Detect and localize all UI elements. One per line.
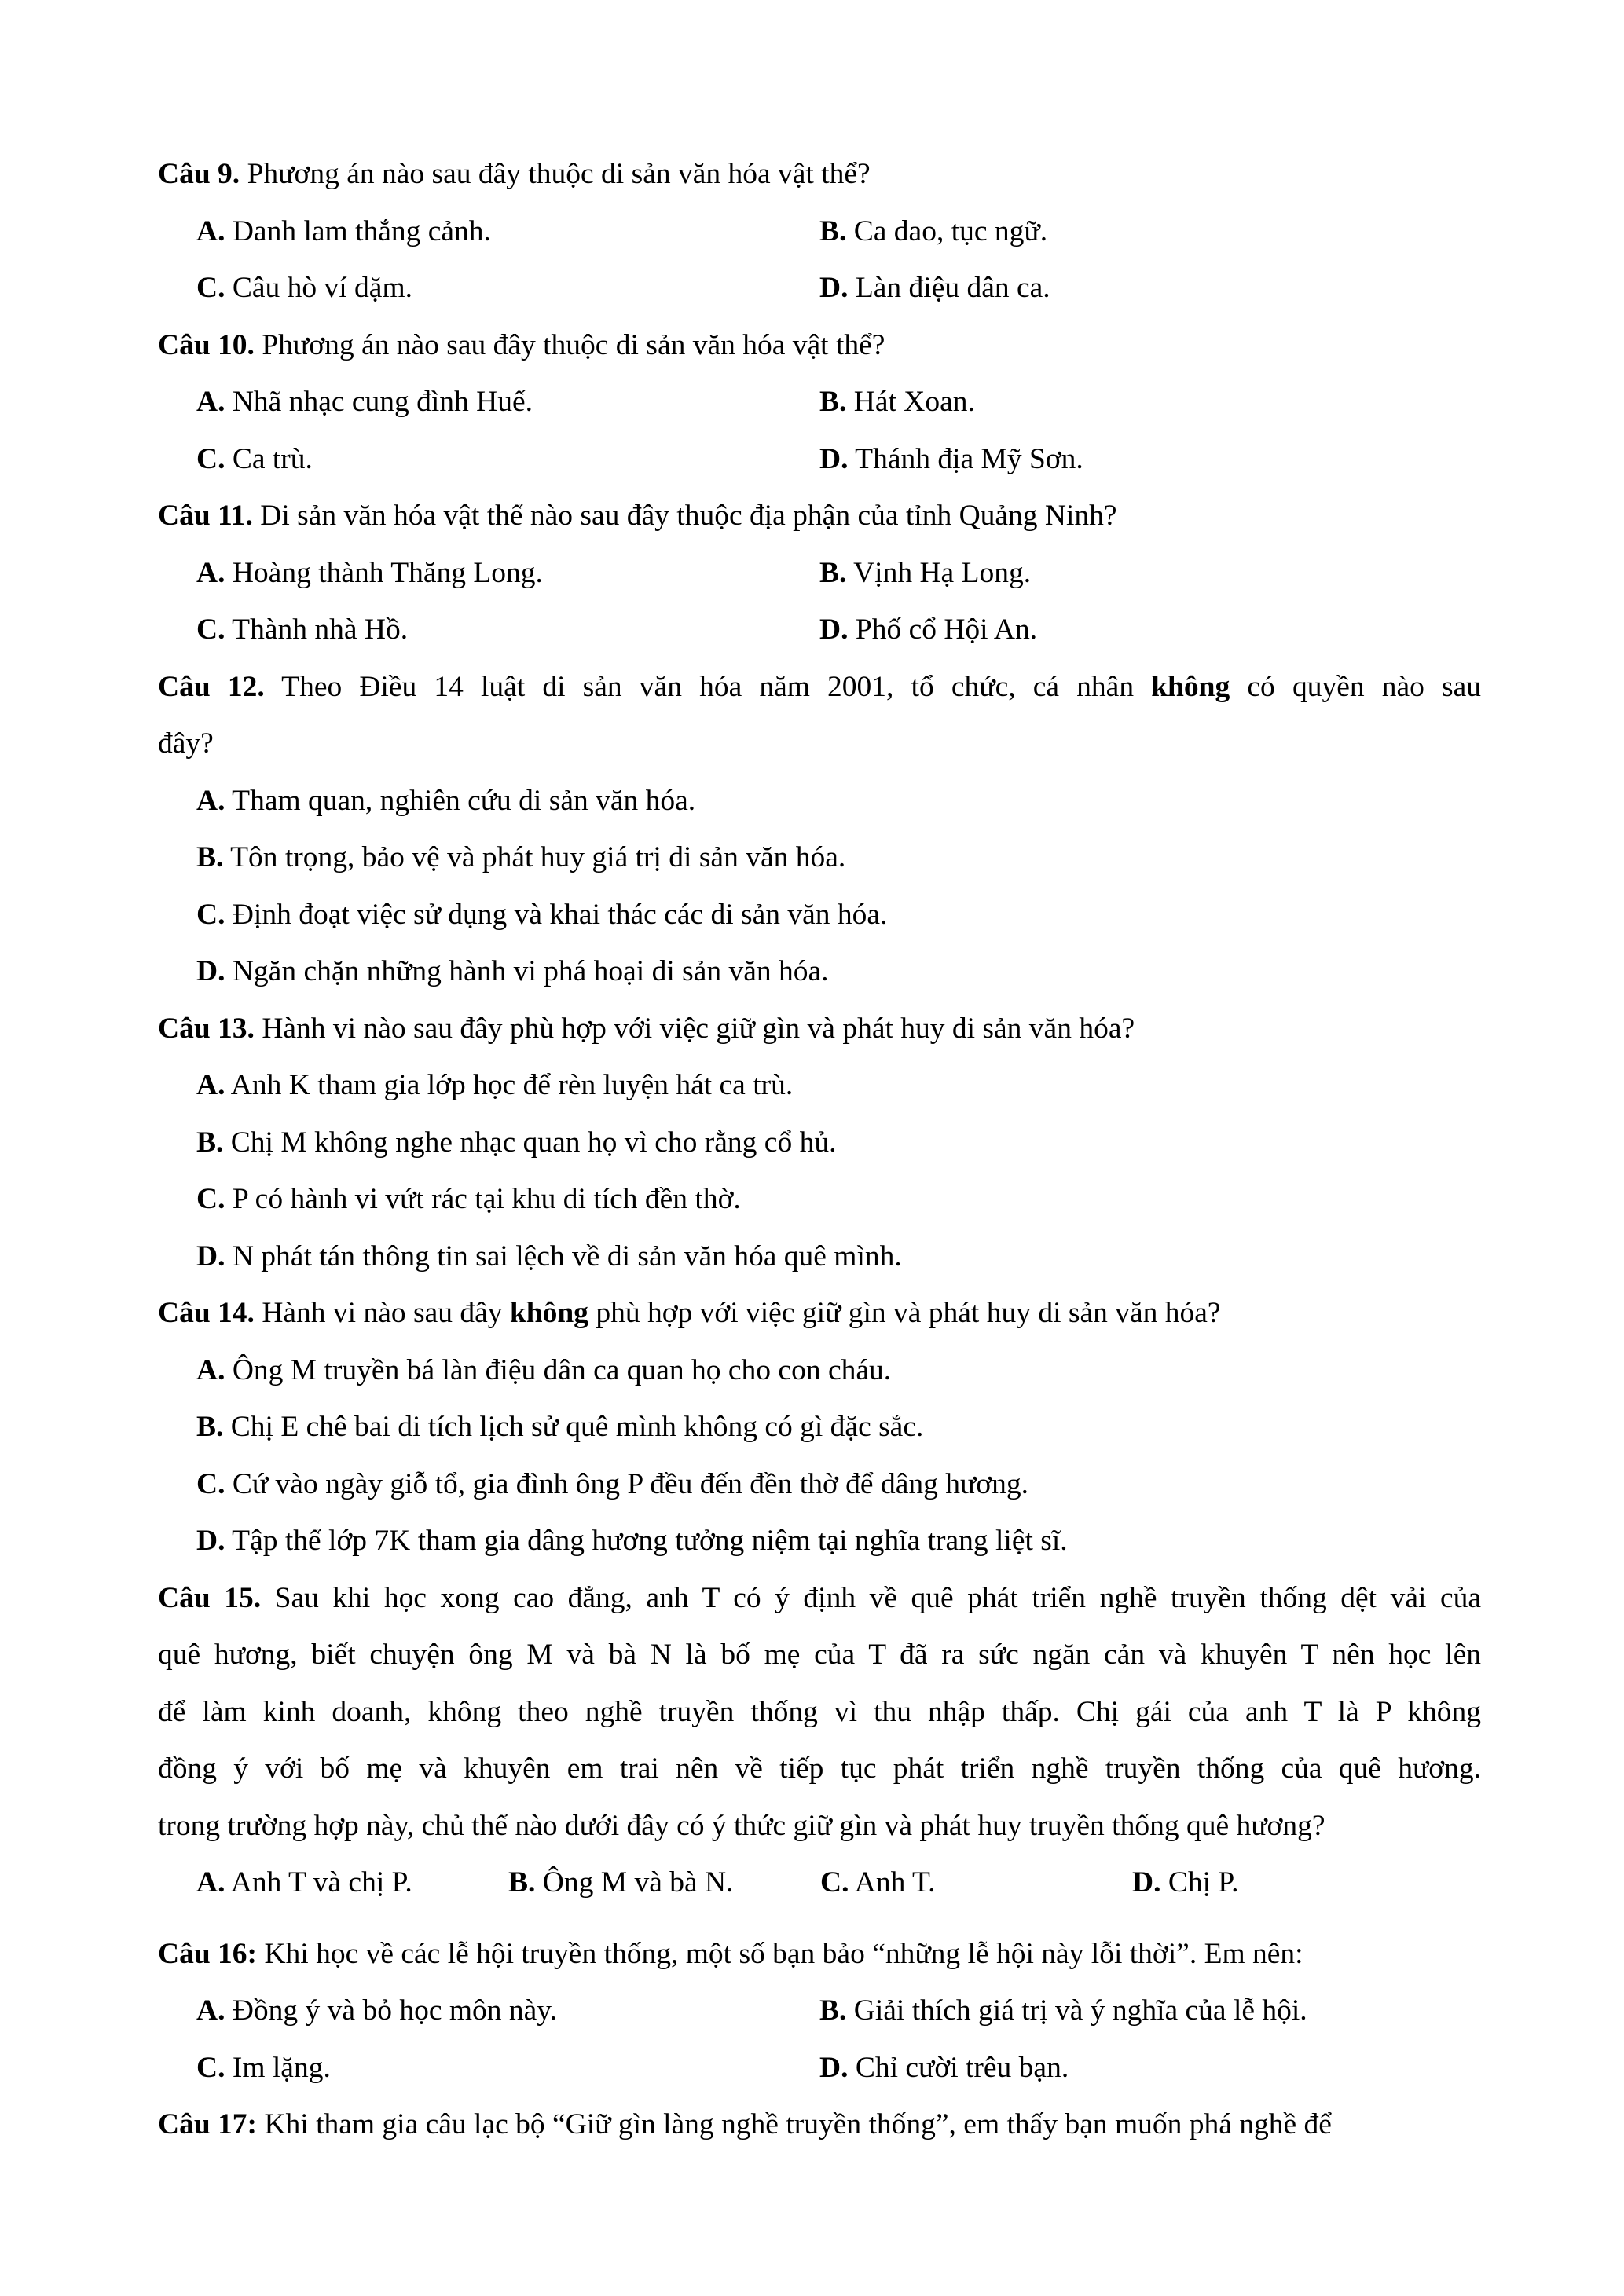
question-stem: Di sản văn hóa vật thể nào sau đây thuộc địa phận của tỉnh Quảng Ninh? [252,500,1117,532]
option-b: B. Hát Xoan. [819,386,975,418]
question-stem-continued: đây? [158,727,214,760]
question-15: Câu 15. Sau khi học xong cao đẳng, anh T có ý định về quê phát triển nghề truyền thống dệt vải của [158,1581,1481,1614]
options-row [158,545,1481,602]
option-c: C. Anh T. [820,1866,936,1899]
question-label: Câu 15. [158,1581,262,1614]
option-b: B. Giải thích giá trị và ý nghĩa của lễ hội. [819,1994,1307,2027]
option-a: A. Nhã nhạc cung đình Huế. [196,386,533,418]
option-d: D. Thánh địa Mỹ Sơn. [819,442,1083,475]
question-label: Câu 13. [158,1012,255,1045]
question-9 [158,146,1481,203]
question-17: Câu 17: Khi tham gia câu lạc bộ “Giữ gìn làng nghề truyền thống”, em thấy bạn muốn phá nghề để [158,2108,1332,2140]
question-stem: Phương án nào sau đây thuộc di sản văn hóa vật thể? [254,328,885,361]
options-row [158,602,1481,659]
question-10 [158,317,1481,375]
option-d: D. Chỉ cười trêu bạn. [819,2051,1069,2084]
option-a: A. Đồng ý và bỏ học môn này. [196,1994,557,2027]
question-stem-line: quê hương, biết chuyện ông M và bà N là bố mẹ của T đã ra sức ngăn cản và khuyên T nên học lên [158,1639,1481,1671]
option-a: A. Tham quan, nghiên cứu di sản văn hóa. [196,784,696,817]
option-c: C. Thành nhà Hồ. [196,613,409,646]
option-a: A. Hoàng thành Thăng Long. [196,556,543,589]
question-12: Câu 12. Theo Điều 14 luật di sản văn hóa năm 2001, tổ chức, cá nhân không có quyền nào sau [158,670,1481,703]
options-row [158,2040,1481,2097]
question-stem-line: để làm kinh doanh, không theo nghề truyền thống vì thu nhập thấp. Chị gái của anh T là P không [158,1695,1481,1728]
option-d: D. Phố cổ Hội An. [819,613,1038,646]
option-d: D. Làn điệu dân ca. [819,272,1050,304]
question-stem-line: đồng ý với bố mẹ và khuyên em trai nên về tiếp tục phát triển nghề truyền thống của quê hương. [158,1752,1481,1785]
option-c: C. Cứ vào ngày giỗ tổ, gia đình ông P đều đến đền thờ để dâng hương. [196,1467,1029,1500]
option-b: B. Tôn trọng, bảo vệ và phát huy giá trị di sản văn hóa. [196,841,846,873]
options-row [158,260,1481,317]
options-row [158,1983,1481,2040]
option-b: B. Ông M và bà N. [508,1866,734,1899]
question-11 [158,488,1481,545]
option-d: D. Chị P. [1132,1866,1239,1899]
option-b: B. Chị E chê bai di tích lịch sử quê mình không có gì đặc sắc. [196,1411,924,1443]
option-c: C. Im lặng. [196,2051,331,2084]
option-a: A. Anh T và chị P. [196,1866,412,1899]
question-stem-line: trong trường hợp này, chủ thể nào dưới đây có ý thức giữ gìn và phát huy truyền thống quê hương? [158,1809,1325,1842]
option-b: B. Ca dao, tục ngữ. [819,214,1048,247]
question-14: Câu 14. Hành vi nào sau đây không phù hợp với việc giữ gìn và phát huy di sản văn hóa? [158,1297,1221,1329]
question-label: Câu 16: [158,1937,258,1970]
option-a: A. Anh K tham gia lớp học để rèn luyện hát ca trù. [196,1069,794,1101]
option-a: A. Ông M truyền bá làn điệu dân ca quan họ cho con cháu. [196,1353,892,1386]
option-b: B. Chị M không nghe nhạc quan họ vì cho rằng cổ hủ. [196,1126,837,1159]
option-b: B. Vịnh Hạ Long. [819,556,1032,589]
option-c: C. Ca trù. [196,442,313,475]
options-row [158,1855,1481,1912]
question-stem: Phương án nào sau đây thuộc di sản văn hóa vật thể? [240,158,871,190]
option-c: C. Câu hò ví dặm. [196,272,412,304]
question-label: Câu 12. [158,670,265,703]
options-row [158,374,1481,431]
option-d: D. Tập thể lớp 7K tham gia dâng hương tưởng niệm tại nghĩa trang liệt sĩ. [196,1525,1068,1557]
question-label: Câu 9. [158,158,240,190]
options-row [158,203,1481,261]
question-label: Câu 10. [158,328,255,361]
question-label: Câu 14. [158,1297,255,1329]
options-row [158,431,1481,489]
option-d: D. N phát tán thông tin sai lệch về di sản văn hóa quê mình. [196,1240,902,1273]
spacer [158,1912,1481,1926]
option-d: D. Ngăn chặn những hành vi phá hoại di sản văn hóa. [196,955,829,987]
question-label: Câu 11. [158,500,253,532]
question-13: Câu 13. Hành vi nào sau đây phù hợp với việc giữ gìn và phát huy di sản văn hóa? [158,1012,1135,1045]
question-label: Câu 17: [158,2108,258,2140]
option-c: C. P có hành vi vứt rác tại khu di tích đền thờ. [196,1183,741,1215]
option-c: C. Định đoạt việc sử dụng và khai thác các di sản văn hóa. [196,898,888,931]
option-a: A. Danh lam thắng cảnh. [196,214,491,247]
document-page [158,146,1481,2154]
question-16: Câu 16: Khi học về các lễ hội truyền thống, một số bạn bảo “những lễ hội này lỗi thời”. Em nên: [158,1937,1303,1970]
